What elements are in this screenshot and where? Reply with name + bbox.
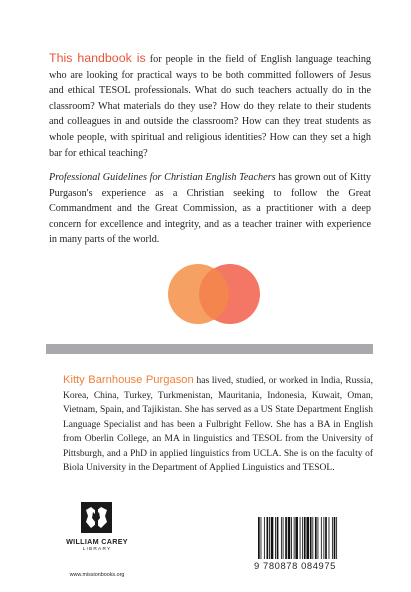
barcode [254,517,370,559]
barcode-bar [321,517,322,559]
barcode-bar [325,517,327,559]
barcode-bar [271,517,274,559]
barcode-bar [294,517,295,559]
barcode-bar [306,517,309,559]
author-bio-body: has lived, studied, or worked in India, Russia, Korea, China, Turkey, Turkmenistan, Mauritania, Indonesia, Kuwait, Oman, Vietnam, Spain, and Tajikistan. She has served as a US State Department English Language Specialist and has been a Fulbright Fellow. She has a BA in English from Oberlin College, an MA in linguistics and TESOL from the University of Pittsburgh, and a PhD in applied linguistics from UCLA. She is on the faculty of Biola University in the Department of Applied Linguistics and TESOL. [63,376,373,473]
intro-lead: This handbook is [49,51,146,65]
author-bio-paragraph [63,373,373,476]
intro-body: for people in the field of English language teaching who are looking for practical ways to be both committed followers of Jesus and ethical TESOL professionals. What do such teachers actually do in the classroom? What materials do they use? How do they relate to their students and colleagues in and outside the classroom? How can they treat students as whole people, with spiritual and religious identities? How can they set a high bar for ethical teaching? [49,54,372,159]
book-title: Professional Guidelines for Christian English Teachers [49,172,276,183]
barcode-bar [334,517,336,559]
barcode-bar [291,517,292,559]
barcode-bar [269,517,270,559]
barcode-bar [310,517,312,559]
barcode-bar [285,517,287,559]
barcode-bar [302,517,303,559]
barcode-bar [275,517,276,559]
barcode-bar [304,517,306,559]
about-book-paragraph [49,170,371,248]
publisher-block [57,502,137,582]
divider-bar [46,344,373,354]
barcode-bar [332,517,333,559]
overlapping-circles-graphic [168,264,260,324]
barcode-bar [258,517,260,559]
william-carey-library-logo-icon [81,502,112,533]
barcode-bar [323,517,324,559]
isbn-digits: 9 780878 084975 [254,560,336,571]
barcode-bar [295,517,298,559]
barcode-bar [300,517,301,559]
barcode-bar [261,517,262,559]
barcode-bar [288,517,291,559]
publisher-sub: LIBRARY [82,547,112,552]
barcode-bar [281,517,282,559]
barcode-bar [277,517,279,559]
about-book-body: has grown out of Kitty Purgason's experience as a Christian seeking to follow the Great Commandment and the Great Commission, as a practitioner with a deep concern for excellence and integrity, and as a teacher trainer with experience in many parts of the world. [49,172,372,246]
barcode-bar [283,517,284,559]
intro-paragraph [49,51,371,161]
publisher-name: WILLIAM CAREY [66,537,128,546]
barcode-bar [315,517,317,559]
barcode-bar [318,517,319,559]
barcode-bar [264,517,265,559]
barcode-bar [312,517,313,559]
barcode-bar [336,517,337,559]
publisher-url: www.missionbooks.org [69,572,125,578]
barcode-bar [267,517,269,559]
barcode-bar [329,517,330,559]
author-name: Kitty Barnhouse Purgason [63,374,194,386]
isbn-barcode-block [254,507,370,573]
